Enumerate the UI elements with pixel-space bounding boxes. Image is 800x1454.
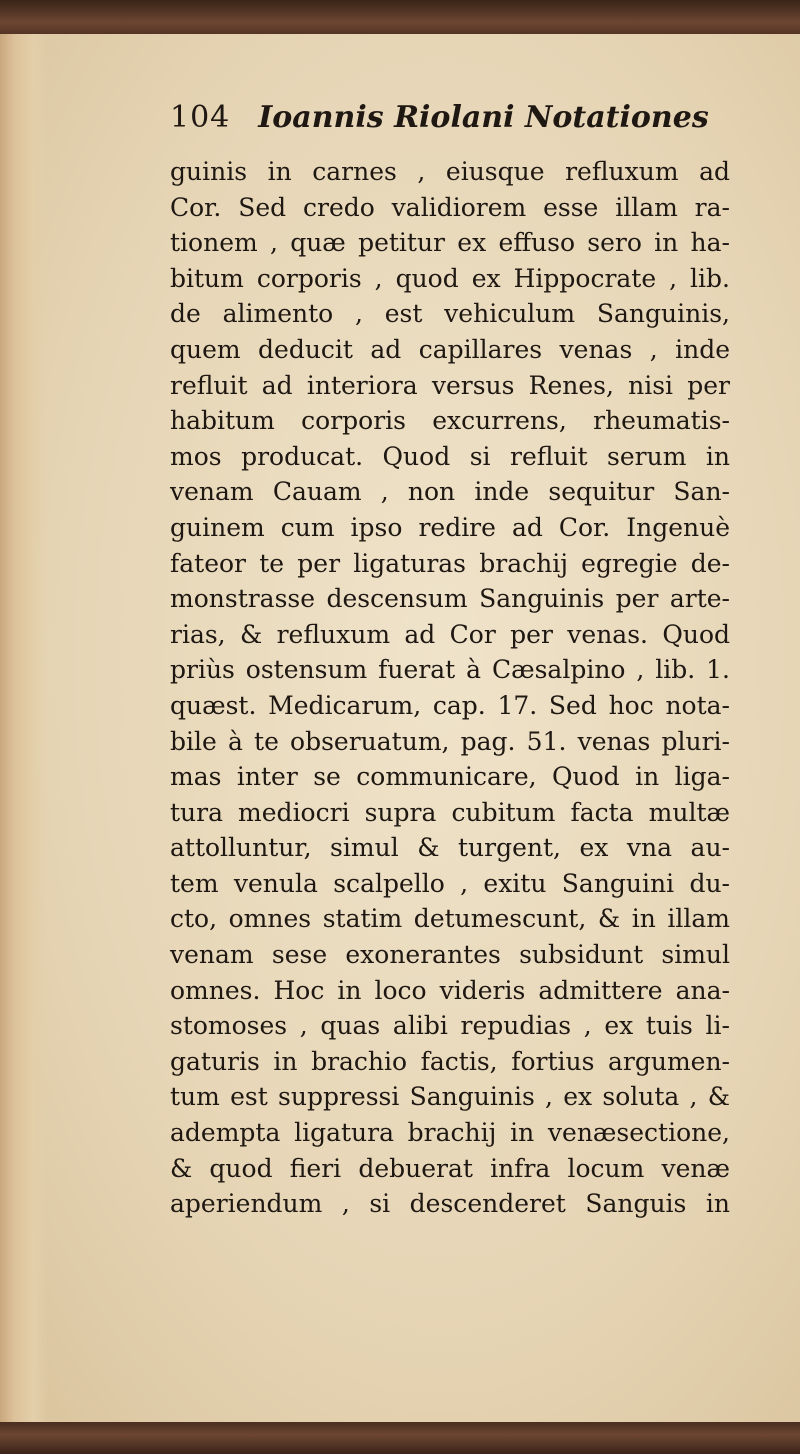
- text-line: attolluntur, simul & turgent, ex vna au-: [170, 833, 730, 863]
- text-line: mos producat. Quod si refluit serum in: [170, 441, 730, 471]
- text-line: gaturis in brachio factis, fortius argumen-: [170, 1046, 730, 1076]
- text-line: & quod fieri debuerat infra locum venæ: [170, 1153, 730, 1183]
- text-line: tionem , quæ petitur ex effuso sero in ha-: [170, 228, 730, 258]
- text-line: refluit ad interiora versus Renes, nisi per: [170, 370, 730, 400]
- text-line: mas inter se communicare, Quod in liga-: [170, 762, 730, 792]
- text-line: habitum corporis excurrens, rheumatis-: [170, 406, 730, 436]
- text-line: venam sese exonerantes subsidunt simul: [170, 940, 730, 970]
- text-line: adempta ligatura brachij in venæsectione,: [170, 1118, 730, 1148]
- book-bottom-edge: [0, 1422, 800, 1454]
- text-block: [170, 100, 730, 1222]
- text-line: venam Cauam , non inde sequitur San-: [170, 477, 730, 507]
- page-gutter: [0, 34, 48, 1424]
- page-number: 104: [170, 100, 231, 135]
- text-line: Cor. Sed credo validiorem esse illam ra-: [170, 192, 730, 222]
- text-line: quem deducit ad capillares venas , inde: [170, 334, 730, 364]
- text-line: bitum corporis , quod ex Hippocrate , lib.: [170, 263, 730, 293]
- text-line: bile à te obseruatum, pag. 51. venas pluri-: [170, 726, 730, 756]
- running-head: Ioannis Riolani Notationes: [258, 100, 709, 135]
- text-line: monstrasse descensum Sanguinis per arte-: [170, 584, 730, 614]
- text-line: omnes. Hoc in loco videris admittere ana-: [170, 975, 730, 1005]
- page-header: [170, 100, 730, 154]
- text-line: aperiendum , si descenderet Sanguis in: [170, 1189, 730, 1219]
- text-line: cto, omnes statim detumescunt, & in illam: [170, 904, 730, 934]
- text-line: rias, & refluxum ad Cor per venas. Quod: [170, 619, 730, 649]
- text-line: quæst. Medicarum, cap. 17. Sed hoc nota-: [170, 690, 730, 720]
- text-line: fateor te per ligaturas brachij egregie de-: [170, 548, 730, 578]
- body-text: [170, 154, 730, 1222]
- text-line: priùs ostensum fuerat à Cæsalpino , lib. 1.: [170, 655, 730, 685]
- text-line: guinis in carnes , eiusque refluxum ad: [170, 157, 730, 186]
- text-line: tura mediocri supra cubitum facta multæ: [170, 797, 730, 827]
- text-line: guinem cum ipso redire ad Cor. Ingenuè: [170, 512, 730, 542]
- text-line: tum est suppressi Sanguinis , ex soluta , &: [170, 1082, 730, 1112]
- text-line: tem venula scalpello , exitu Sanguini du-: [170, 868, 730, 898]
- text-line: de alimento , est vehiculum Sanguinis,: [170, 299, 730, 329]
- text-line: stomoses , quas alibi repudias , ex tuis li-: [170, 1011, 730, 1041]
- book-top-edge: [0, 0, 800, 38]
